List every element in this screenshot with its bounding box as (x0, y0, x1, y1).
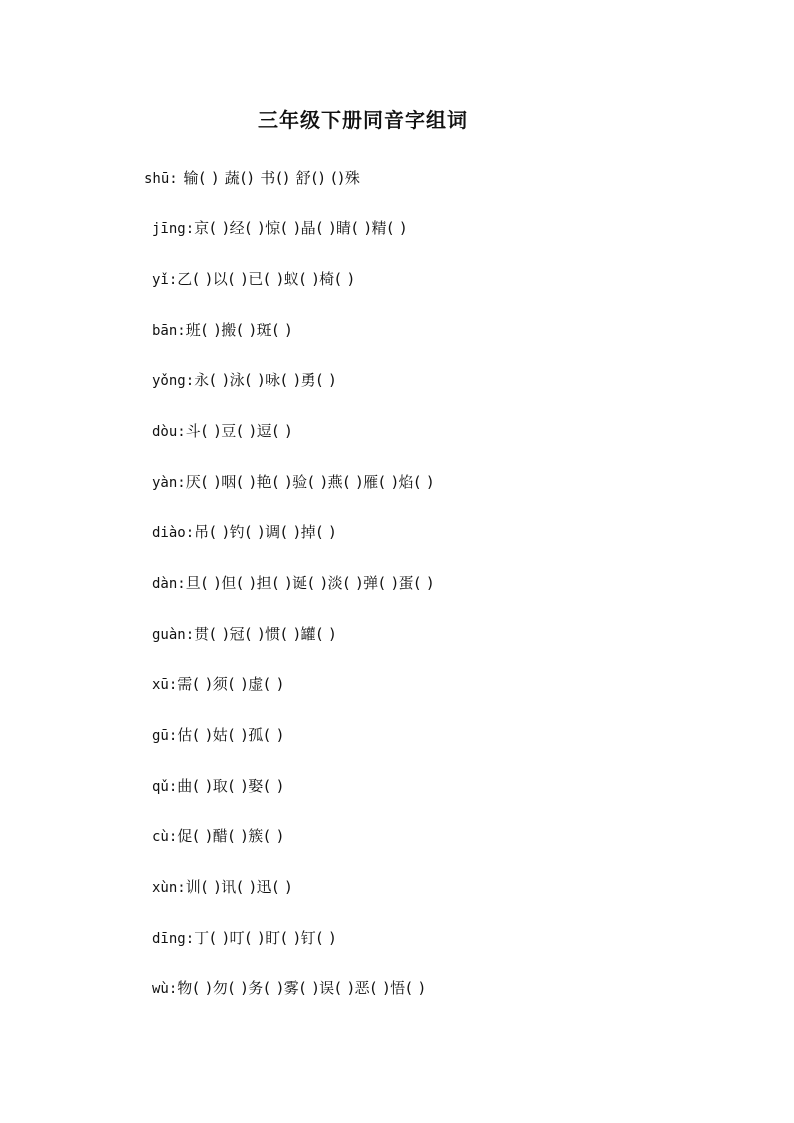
pinyin-label: gū: (152, 728, 178, 744)
word-blanks: 斗( )豆( )逗( ) (185, 422, 293, 440)
page-title: 三年级下册同音字组词 (258, 108, 468, 132)
word-blanks: 京( )经( )惊( )晶( )睛( )精( ) (194, 219, 407, 237)
pinyin-label: dīng: (152, 931, 195, 947)
pinyin-label: dàn: (152, 576, 186, 592)
line-ding (152, 926, 336, 950)
pinyin-label: diào: (152, 525, 195, 541)
word-blanks: 物( )勿( )务( )雾( )误( )恶( )悟( ) (177, 979, 426, 997)
pinyin-label: qǔ: (152, 779, 178, 795)
line-gu (152, 723, 284, 747)
word-blanks: 吊( )钓( )调( )掉( ) (194, 523, 337, 541)
word-blanks: 丁( )叮( )盯( )钉( ) (194, 929, 337, 947)
line-shu (144, 166, 361, 190)
word-blanks: 输( ) 蔬() 书() 舒() ()殊 (177, 169, 361, 187)
word-blanks: 训( )讯( )迅( ) (185, 878, 293, 896)
line-guan (152, 622, 336, 646)
pinyin-label: xū: (152, 677, 178, 693)
pinyin-label: dòu: (152, 424, 186, 440)
word-blanks: 厌( )咽( )艳( )验( )燕( )雁( )焰( ) (185, 473, 435, 491)
line-yi (152, 267, 355, 291)
line-yan (152, 470, 434, 494)
pinyin-label: shū: (144, 171, 178, 187)
line-cu (152, 824, 284, 848)
word-blanks: 乙( )以( )已( )蚁( )椅( ) (177, 270, 355, 288)
word-blanks: 需( )须( )虚( ) (177, 675, 284, 693)
word-blanks: 促( )醋( )簇( ) (177, 827, 284, 845)
word-blanks: 贯( )冠( )惯( )罐( ) (194, 625, 337, 643)
word-blanks: 旦( )但( )担( )诞( )淡( )弹( )蛋( ) (185, 574, 435, 592)
line-ban (152, 318, 292, 342)
line-jing (152, 216, 407, 240)
pinyin-label: yàn: (152, 475, 186, 491)
pinyin-label: xùn: (152, 880, 186, 896)
pinyin-label: wù: (152, 981, 178, 997)
word-blanks: 曲( )取( )娶( ) (177, 777, 284, 795)
line-wu (152, 976, 426, 1000)
pinyin-label: cù: (152, 829, 178, 845)
line-yong (152, 368, 336, 392)
line-xun (152, 875, 292, 899)
pinyin-label: jīng: (152, 221, 195, 237)
word-blanks: 估( )姑( )孤( ) (177, 726, 284, 744)
line-qu (152, 774, 284, 798)
pinyin-label: yǒng: (152, 373, 195, 389)
line-dan (152, 571, 434, 595)
line-dou (152, 419, 292, 443)
line-xu (152, 672, 284, 696)
pinyin-label: guàn: (152, 627, 195, 643)
word-blanks: 班( )搬( )斑( ) (185, 321, 293, 339)
pinyin-label: bān: (152, 323, 186, 339)
word-blanks: 永( )泳( )咏( )勇( ) (194, 371, 337, 389)
pinyin-label: yǐ: (152, 272, 178, 288)
line-diao (152, 520, 336, 544)
